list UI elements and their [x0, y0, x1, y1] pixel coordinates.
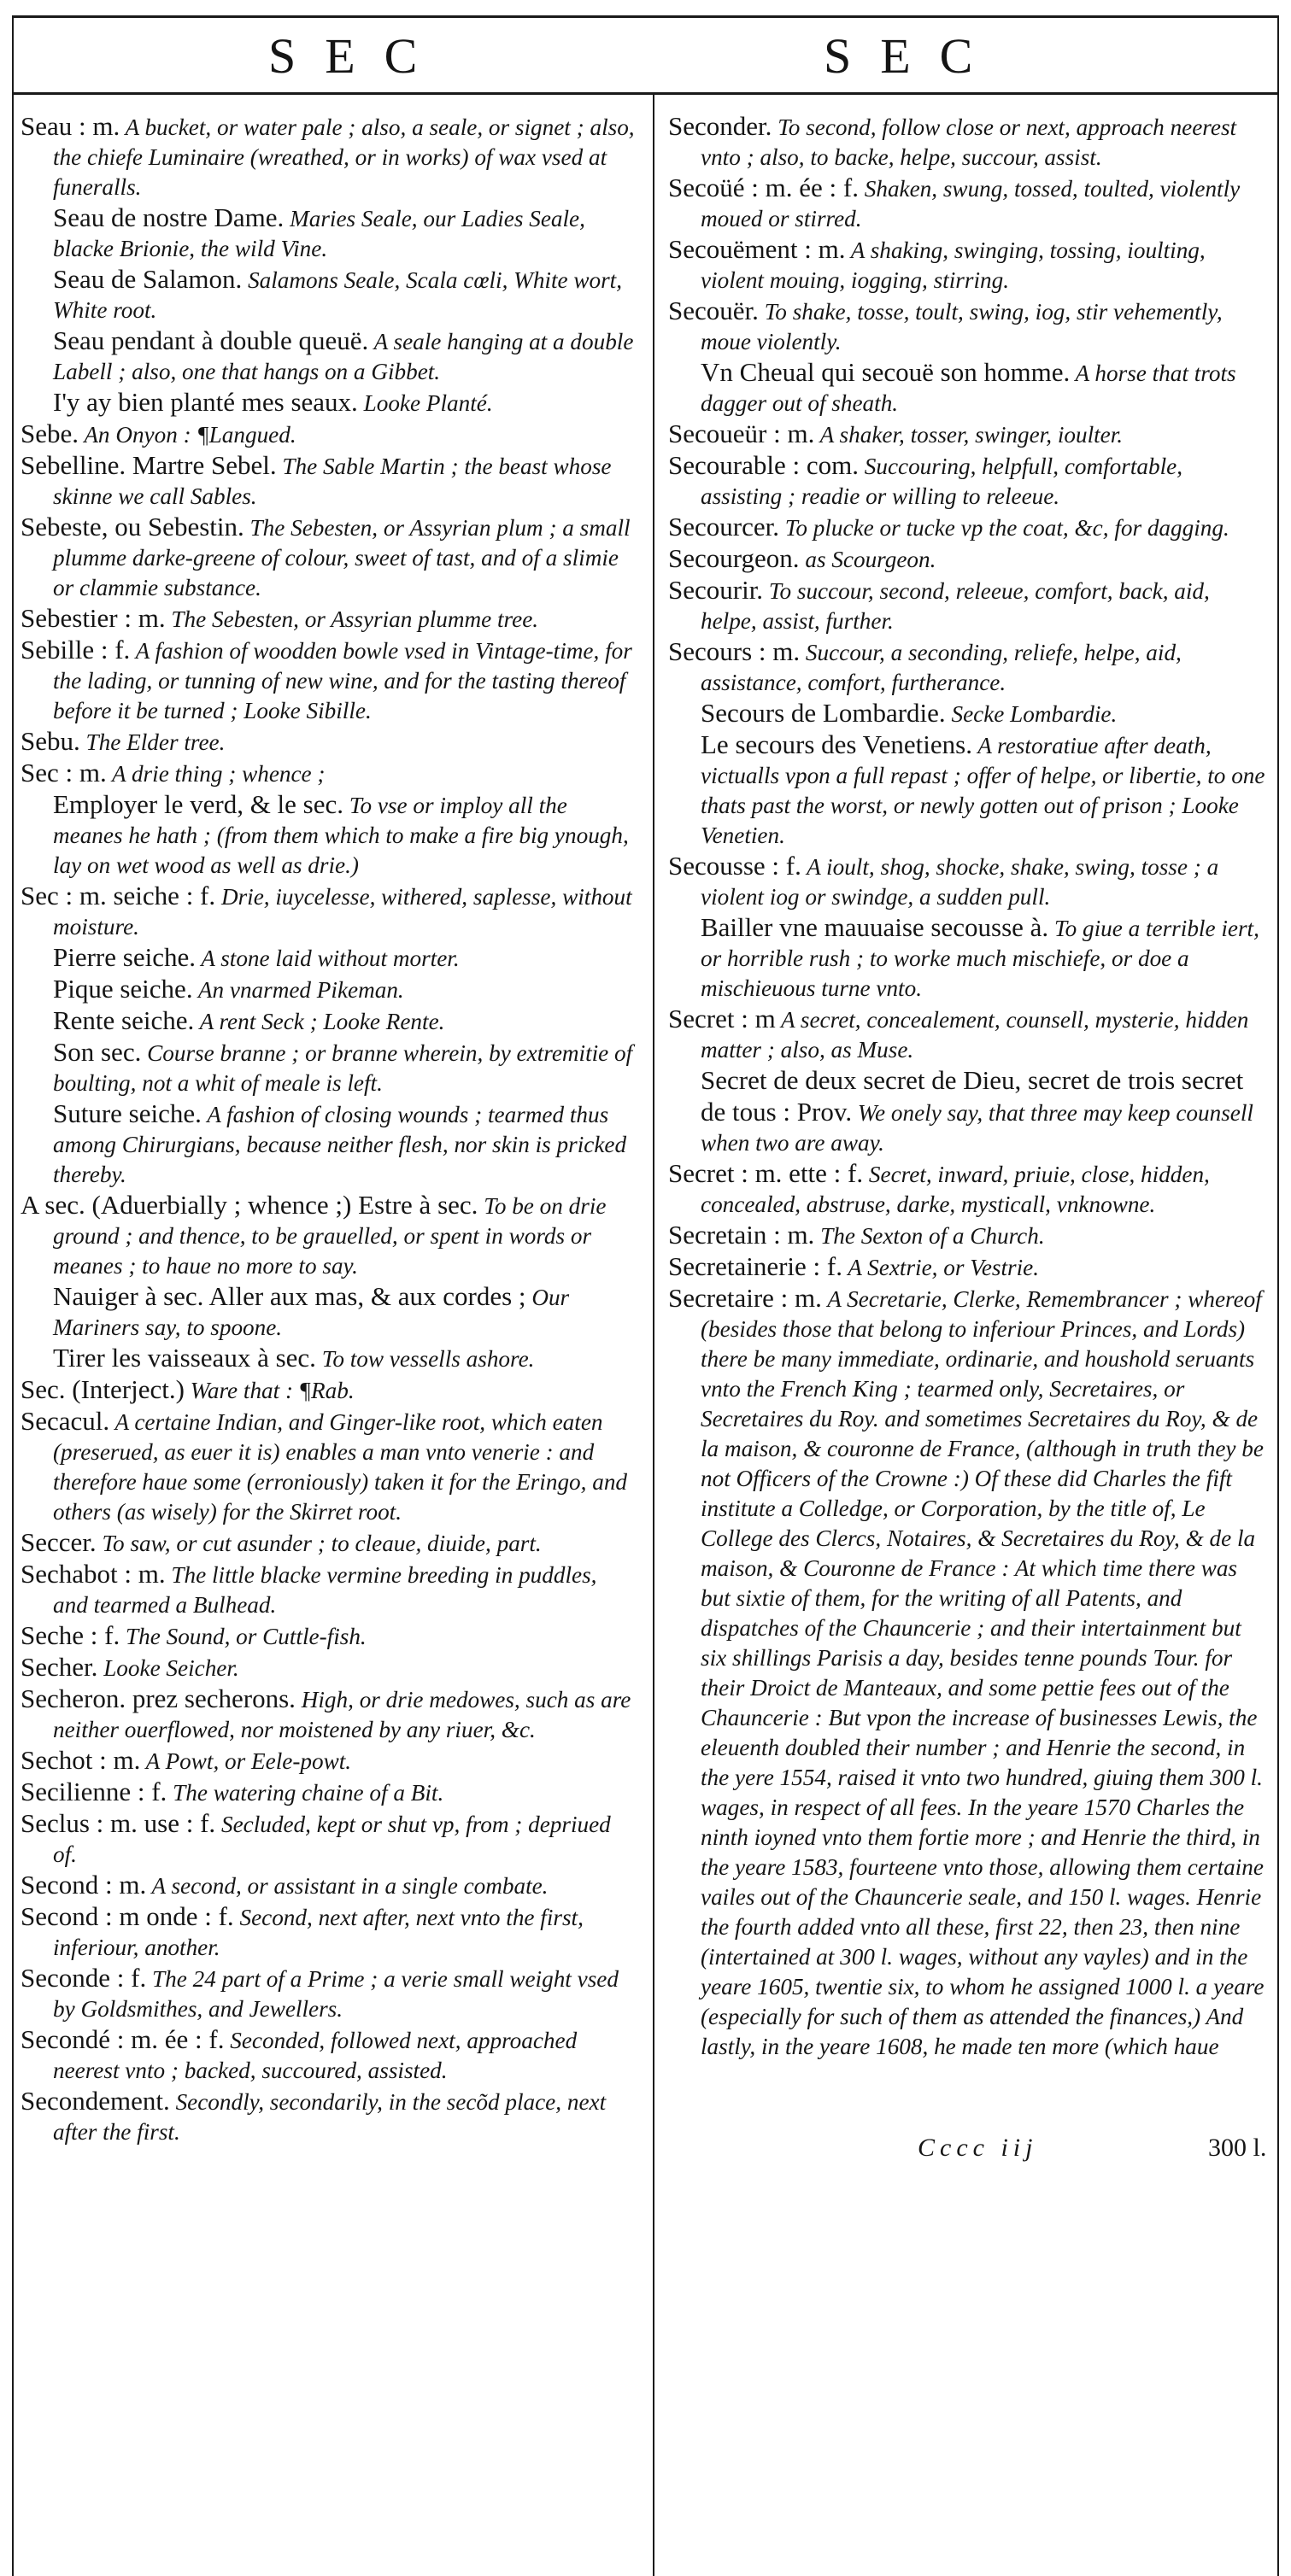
- entry-headword: Son sec.: [53, 1037, 142, 1067]
- dictionary-entry: [668, 729, 1266, 851]
- entry-gloss: A Powt, or Eele-powt.: [140, 1748, 352, 1774]
- entry-headword: Rente seiche.: [53, 1005, 195, 1035]
- dictionary-entry: [21, 512, 636, 603]
- entry-gloss: The Sable Martin ; the beast whose skinne we call Sables.: [53, 454, 612, 509]
- dictionary-entry: [21, 1559, 636, 1620]
- entry-gloss: A drie thing ; whence ;: [106, 761, 326, 787]
- entry-headword: Secouër.: [668, 296, 759, 325]
- dictionary-entry: [21, 1005, 636, 1037]
- entry-headword: Seclus : m. use : f.: [21, 1808, 216, 1838]
- dictionary-entry: [21, 942, 636, 974]
- entry-gloss: The 24 part of a Prime ; a verie small weight vsed by Goldsmithes, and Jewellers.: [53, 1966, 619, 2022]
- entry-headword: Secretaire : m.: [668, 1283, 822, 1313]
- entry-headword: Vn Cheual qui secouë son homme.: [701, 357, 1071, 387]
- left-border: [12, 15, 14, 2576]
- entry-gloss: A stone laid without morter.: [195, 946, 460, 971]
- dictionary-entry: [21, 1745, 636, 1777]
- entry-gloss: Our Mariners say, to spoone.: [53, 1285, 570, 1340]
- entry-gloss: To tow vessells ashore.: [315, 1346, 535, 1372]
- dictionary-entry: [668, 1065, 1266, 1158]
- entry-headword: Pique seiche.: [53, 974, 193, 1004]
- entry-gloss: A second, or assistant in a single combate.: [146, 1873, 549, 1899]
- entry-gloss: Secke Lombardie.: [945, 701, 1118, 727]
- entry-headword: Pierre seiche.: [53, 942, 196, 972]
- entry-headword: Secilienne : f.: [21, 1777, 167, 1806]
- entry-headword: Secretain : m.: [668, 1220, 815, 1250]
- dictionary-entry: [21, 202, 636, 264]
- entry-headword: Secoueür : m.: [668, 419, 815, 448]
- entry-gloss: To plucke or tucke vp the coat, &c, for dagging.: [778, 515, 1229, 541]
- dictionary-entry: [668, 912, 1266, 1004]
- entry-headword: Sec : m.: [21, 758, 107, 787]
- entry-gloss: A restoratiue after death, victualls vpon a full repast ; offer of helpe, or libertie, to one thats past the worst, or newly gotten out of prison ; Looke Venetien.: [701, 733, 1265, 848]
- dictionary-entry: [668, 111, 1266, 173]
- entry-gloss: The Sebesten, or Assyrian plumme tree.: [165, 606, 539, 632]
- entry-gloss: Maries Seale, our Ladies Seale, blacke Brionie, the wild Vine.: [53, 206, 585, 261]
- entry-headword: Secret : m. ette : f.: [668, 1158, 864, 1188]
- entry-headword: Secondement.: [21, 2086, 170, 2116]
- entry-headword: Secondé : m. ée : f.: [21, 2024, 225, 2054]
- entry-gloss: An vnarmed Pikeman.: [192, 977, 404, 1003]
- dictionary-entry: [21, 1901, 636, 1963]
- entry-headword: Secourable : com.: [668, 450, 859, 480]
- dictionary-entry: [21, 1374, 636, 1406]
- entry-headword: I'y ay bien planté mes seaux.: [53, 387, 358, 417]
- entry-gloss: The Sebesten, or Assyrian plum ; a small plumme darke-greene of colour, sweet of tast, and of a slimie or clammie substance.: [53, 515, 631, 600]
- page-frame: [12, 15, 1279, 2569]
- dictionary-entry: [668, 234, 1266, 296]
- entry-headword: Sec. (Interject.): [21, 1374, 185, 1404]
- entry-gloss: A shaking, swinging, tossing, ioulting, violent mouing, iogging, stirring.: [701, 237, 1206, 293]
- dictionary-entry: [21, 387, 636, 419]
- dictionary-entry: [668, 1251, 1266, 1283]
- dictionary-entry: [668, 851, 1266, 912]
- right-border: [1277, 15, 1279, 2576]
- dictionary-entry: [21, 2024, 636, 2086]
- entry-headword: Sebestier : m.: [21, 603, 166, 633]
- entry-headword: Suture seiche.: [53, 1098, 202, 1128]
- dictionary-entry: [21, 2086, 636, 2147]
- entry-headword: Seconde : f.: [21, 1963, 147, 1993]
- dictionary-entry: [21, 789, 636, 881]
- dictionary-entry: [668, 636, 1266, 698]
- entry-gloss: Succouring, helpfull, comfortable, assisting ; readie or willing to releeue.: [701, 454, 1183, 509]
- dictionary-entry: [668, 173, 1266, 234]
- entry-headword: Second : m onde : f.: [21, 1901, 234, 1931]
- entry-gloss: The watering chaine of a Bit.: [167, 1780, 444, 1806]
- dictionary-entry: [668, 1158, 1266, 1220]
- dictionary-entry: [21, 1683, 636, 1745]
- entry-headword: Sec : m. seiche : f.: [21, 881, 216, 910]
- entry-headword: Seau de Salamon.: [53, 264, 243, 294]
- entry-gloss: Salamons Seale, Scala cœli, White wort, White root.: [53, 267, 623, 323]
- entry-gloss: Ware that : ¶Rab.: [184, 1378, 355, 1403]
- dictionary-entry: [21, 974, 636, 1005]
- entry-gloss: Drie, iuycelesse, withered, saplesse, without moisture.: [53, 884, 632, 940]
- entry-headword: Seau de nostre Dame.: [53, 202, 285, 232]
- entry-headword: Tirer les vaisseaux à sec.: [53, 1343, 316, 1373]
- entry-gloss: To second, follow close or next, approach neerest vnto ; also, to backe, helpe, succour, assist.: [701, 114, 1237, 170]
- entry-gloss: A secret, concealement, counsell, mysterie, hidden matter ; also, as Muse.: [701, 1007, 1249, 1063]
- entry-headword: Sebu.: [21, 726, 80, 756]
- dictionary-entry: [668, 1283, 1266, 2062]
- entry-gloss: A certaine Indian, and Ginger-like root, which eaten (preserued, as euer it is) enables a man vnto venerie : and therefore haue some (erroniously) taken it for the Eringo, and others (as wisely) for the Skirret root.: [53, 1409, 628, 1525]
- entry-headword: Secourgeon.: [668, 543, 800, 573]
- running-head-left: SEC: [268, 28, 447, 84]
- dictionary-entry: [21, 1190, 636, 1281]
- dictionary-entry: [21, 881, 636, 942]
- dictionary-entry: [668, 419, 1266, 450]
- entry-gloss: Succour, a seconding, reliefe, helpe, aid, assistance, comfort, furtherance.: [701, 640, 1182, 695]
- entry-headword: Secacul.: [21, 1406, 110, 1436]
- dictionary-entry: [21, 1037, 636, 1098]
- entry-gloss: To succour, second, releeue, comfort, back, aid, helpe, assist, further.: [701, 578, 1210, 634]
- entry-headword: A sec. (Aduerbially ; whence ;) Estre à sec.: [21, 1190, 478, 1220]
- dictionary-entry: [21, 635, 636, 726]
- entry-headword: Secret : m: [668, 1004, 776, 1033]
- entry-gloss: To vse or imploy all the meanes he hath ; (from them which to make a fire big ynough, lay on wet wood as well as drie.): [53, 793, 629, 878]
- entry-gloss: A fashion of woodden bowle vsed in Vintage-time, for the lading, or tunning of new wine, and for the tasting thereof before it be turned ; Looke Sibille.: [53, 638, 632, 723]
- entry-gloss: To giue a terrible iert, or horrible rush ; to worke much mischiefe, or doe a mischieuous turne vnto.: [701, 916, 1259, 1001]
- entry-headword: Seche : f.: [21, 1620, 120, 1650]
- dictionary-entry: [668, 698, 1266, 729]
- entry-gloss: To be on drie ground ; and thence, to be grauelled, or spent in words or meanes ; to haue no more to say.: [53, 1193, 607, 1279]
- entry-gloss: To saw, or cut asunder ; to cleaue, diuide, part.: [96, 1531, 542, 1556]
- dictionary-entry: [668, 450, 1266, 512]
- header-rule: [12, 92, 1279, 95]
- top-rule: [12, 15, 1279, 18]
- entry-gloss: A bucket, or water pale ; also, a seale, or signet ; also, the chiefe Luminaire (wreathed, or in works) of wax vsed at funeralls.: [53, 114, 635, 200]
- dictionary-entry: [21, 1808, 636, 1870]
- entry-headword: Secouëment : m.: [668, 234, 846, 264]
- dictionary-entry: [668, 296, 1266, 357]
- entry-gloss: as Scourgeon.: [799, 547, 936, 572]
- entry-gloss: The little blacke vermine breeding in puddles, and tearmed a Bulhead.: [53, 1562, 597, 1618]
- dictionary-entry: [21, 1527, 636, 1559]
- entry-headword: Secourir.: [668, 575, 764, 605]
- dictionary-entry: [21, 1343, 636, 1374]
- entry-gloss: To shake, tosse, toult, swing, iog, stir vehemently, moue violently.: [701, 299, 1223, 354]
- entry-headword: Sebille : f.: [21, 635, 131, 664]
- entry-headword: Secret de deux secret de Dieu, secret de trois secret de tous : Prov.: [701, 1065, 1244, 1127]
- dictionary-entry: [21, 111, 636, 202]
- entry-headword: Sebeste, ou Sebestin.: [21, 512, 244, 542]
- dictionary-entry: [21, 325, 636, 387]
- entry-headword: Secher.: [21, 1652, 98, 1682]
- entry-gloss: High, or drie medowes, such as are neither ouerflowed, nor moistened by any riuer, &c.: [53, 1687, 631, 1742]
- entry-headword: Secousse : f.: [668, 851, 801, 881]
- entry-gloss: Shaken, swung, tossed, toulted, violently moued or stirred.: [701, 176, 1241, 231]
- dictionary-entry: [21, 726, 636, 758]
- dictionary-entry: [21, 1963, 636, 2024]
- entry-gloss: We onely say, that three may keep counsell when two are away.: [701, 1100, 1253, 1156]
- catchword: 300 l.: [1208, 2134, 1267, 2162]
- entry-headword: Sechot : m.: [21, 1745, 141, 1775]
- dictionary-entry: [668, 512, 1266, 543]
- dictionary-entry: [21, 264, 636, 325]
- dictionary-entry: [21, 1620, 636, 1652]
- entry-headword: Secours : m.: [668, 636, 801, 666]
- entry-headword: Seconder.: [668, 111, 772, 141]
- entry-headword: Secours de Lombardie.: [701, 698, 946, 728]
- entry-headword: Seau : m.: [21, 111, 120, 141]
- entry-headword: Nauiger à sec. Aller aux mas, & aux cordes ;: [53, 1281, 526, 1311]
- dictionary-entry: [21, 1406, 636, 1527]
- entry-headword: Sechabot : m.: [21, 1559, 166, 1589]
- signature-mark: Cccc iij: [918, 2134, 1038, 2162]
- dictionary-entry: [21, 450, 636, 512]
- entry-gloss: A seale hanging at a double Labell ; also, one that hangs on a Gibbet.: [53, 329, 634, 384]
- dictionary-entry: [21, 1281, 636, 1343]
- entry-gloss: A shaker, tosser, swinger, ioulter.: [814, 422, 1124, 448]
- running-head-right: SEC: [824, 28, 1002, 84]
- entry-headword: Le secours des Venetiens.: [701, 729, 972, 759]
- entry-headword: Seccer.: [21, 1527, 97, 1557]
- entry-gloss: Looke Seicher.: [97, 1655, 239, 1681]
- entry-headword: Seau pendant à double queuë.: [53, 325, 369, 355]
- entry-gloss: Seconded, followed next, approached neerest vnto ; backed, succoured, assisted.: [53, 2028, 578, 2083]
- entry-headword: Secheron. prez secherons.: [21, 1683, 296, 1713]
- entry-gloss: Second, next after, next vnto the first, inferiour, another.: [53, 1905, 584, 1960]
- entry-gloss: Secondly, secondarily, in the secõd place, next after the first.: [53, 2089, 607, 2145]
- entry-gloss: A fashion of closing wounds ; tearmed thus among Chirurgians, because neither flesh, nor skin is pricked thereby.: [53, 1102, 627, 1187]
- entry-headword: Secoüé : m. ée : f.: [668, 173, 859, 202]
- dictionary-entry: [668, 1004, 1266, 1065]
- dictionary-entry: [21, 1870, 636, 1901]
- entry-headword: Sebelline. Martre Sebel.: [21, 450, 277, 480]
- dictionary-entry: [668, 543, 1266, 575]
- dictionary-entry: [668, 1220, 1266, 1251]
- left-column: [21, 111, 636, 2147]
- dictionary-entry: [21, 1777, 636, 1808]
- entry-gloss: Secluded, kept or shut vp, from ; depriued of.: [53, 1812, 611, 1867]
- entry-gloss: The Sexton of a Church.: [814, 1223, 1045, 1249]
- entry-headword: Secourcer.: [668, 512, 779, 542]
- entry-gloss: An Onyon : ¶Langued.: [79, 422, 296, 448]
- entry-gloss: A ioult, shog, shocke, shake, swing, tosse ; a violent iog or swindge, a sudden pull.: [701, 854, 1219, 910]
- entry-headword: Bailler vne mauuaise secousse à.: [701, 912, 1049, 942]
- dictionary-entry: [21, 603, 636, 635]
- dictionary-entry: [21, 1098, 636, 1190]
- dictionary-entry: [21, 1652, 636, 1683]
- entry-gloss: The Elder tree.: [79, 729, 226, 755]
- dictionary-entry: [21, 419, 636, 450]
- dictionary-entry: [21, 758, 636, 789]
- dictionary-entry: [668, 575, 1266, 636]
- column-divider: [653, 92, 654, 2576]
- entry-gloss: A Secretarie, Clerke, Remembrancer ; whereof (besides those that belong to inferiour Princes, and Lords) there be many immediate, ordinarie, and houshold seruants vnto the French King ; tearmed only, Secretaires, or Secretaires du Roy. and sometimes Secretaires du Roy, & de la maison, & couronne de France, (although in truth they be not Officers of the Crowne :) Of these did Charles the fift institute a Colledge, or Corporation, by the title of, Le College des Clercs, Notaires, & Secretaires du Roy, & de la maison, & Couronne de France : At which time there was but sixtie of them, for the writing of all Patents, and dispatches of the Chauncerie ; and their intertainment but six shillings Parisis a day, besides tenne pounds Tour. for their Droict de Manteaux, and some pettie fees out of the Chauncerie : But vpon the increase of businesses Lewis, the eleuenth doubled their number ; and Henrie the second, in the yere 1554, raised it vnto two hundred, giuing them 300 l. wages, in respect of all fees. In the yeare 1570 Charles the ninth ioyned vnto them fortie more ; and Henrie the third, in the yeare 1583, fourteene vnto those, allowing them certaine vailes out of the Chauncerie seale, and 150 l. wages. Henrie the fourth added vnto all these, first 22, then 23, then nine (intertained at 300 l. wages, without any vayles) and in the yeare 1605, twentie six, to whom he assigned 1000 l. a yeare (especially for such of them as attended the finances,) And lastly, in the yeare 1608, he made ten more (which haue: [701, 1286, 1265, 2059]
- entry-gloss: The Sound, or Cuttle-fish.: [120, 1624, 367, 1649]
- entry-headword: Employer le verd, & le sec.: [53, 789, 344, 819]
- entry-headword: Sebe.: [21, 419, 79, 448]
- entry-headword: Second : m.: [21, 1870, 147, 1900]
- entry-gloss: A rent Seck ; Looke Rente.: [194, 1009, 445, 1034]
- entry-gloss: A Sextrie, or Vestrie.: [842, 1255, 1040, 1280]
- entry-gloss: Looke Planté.: [357, 390, 493, 416]
- right-column: [668, 111, 1266, 2062]
- entry-gloss: A horse that trots dagger out of sheath.: [701, 360, 1236, 416]
- dictionary-entry: [668, 357, 1266, 419]
- entry-gloss: Secret, inward, priuie, close, hidden, concealed, abstruse, darke, mysticall, vnknowne.: [701, 1162, 1210, 1217]
- entry-gloss: Course branne ; or branne wherein, by extremitie of boulting, not a whit of meale is left.: [53, 1040, 633, 1096]
- entry-headword: Secretainerie : f.: [668, 1251, 842, 1281]
